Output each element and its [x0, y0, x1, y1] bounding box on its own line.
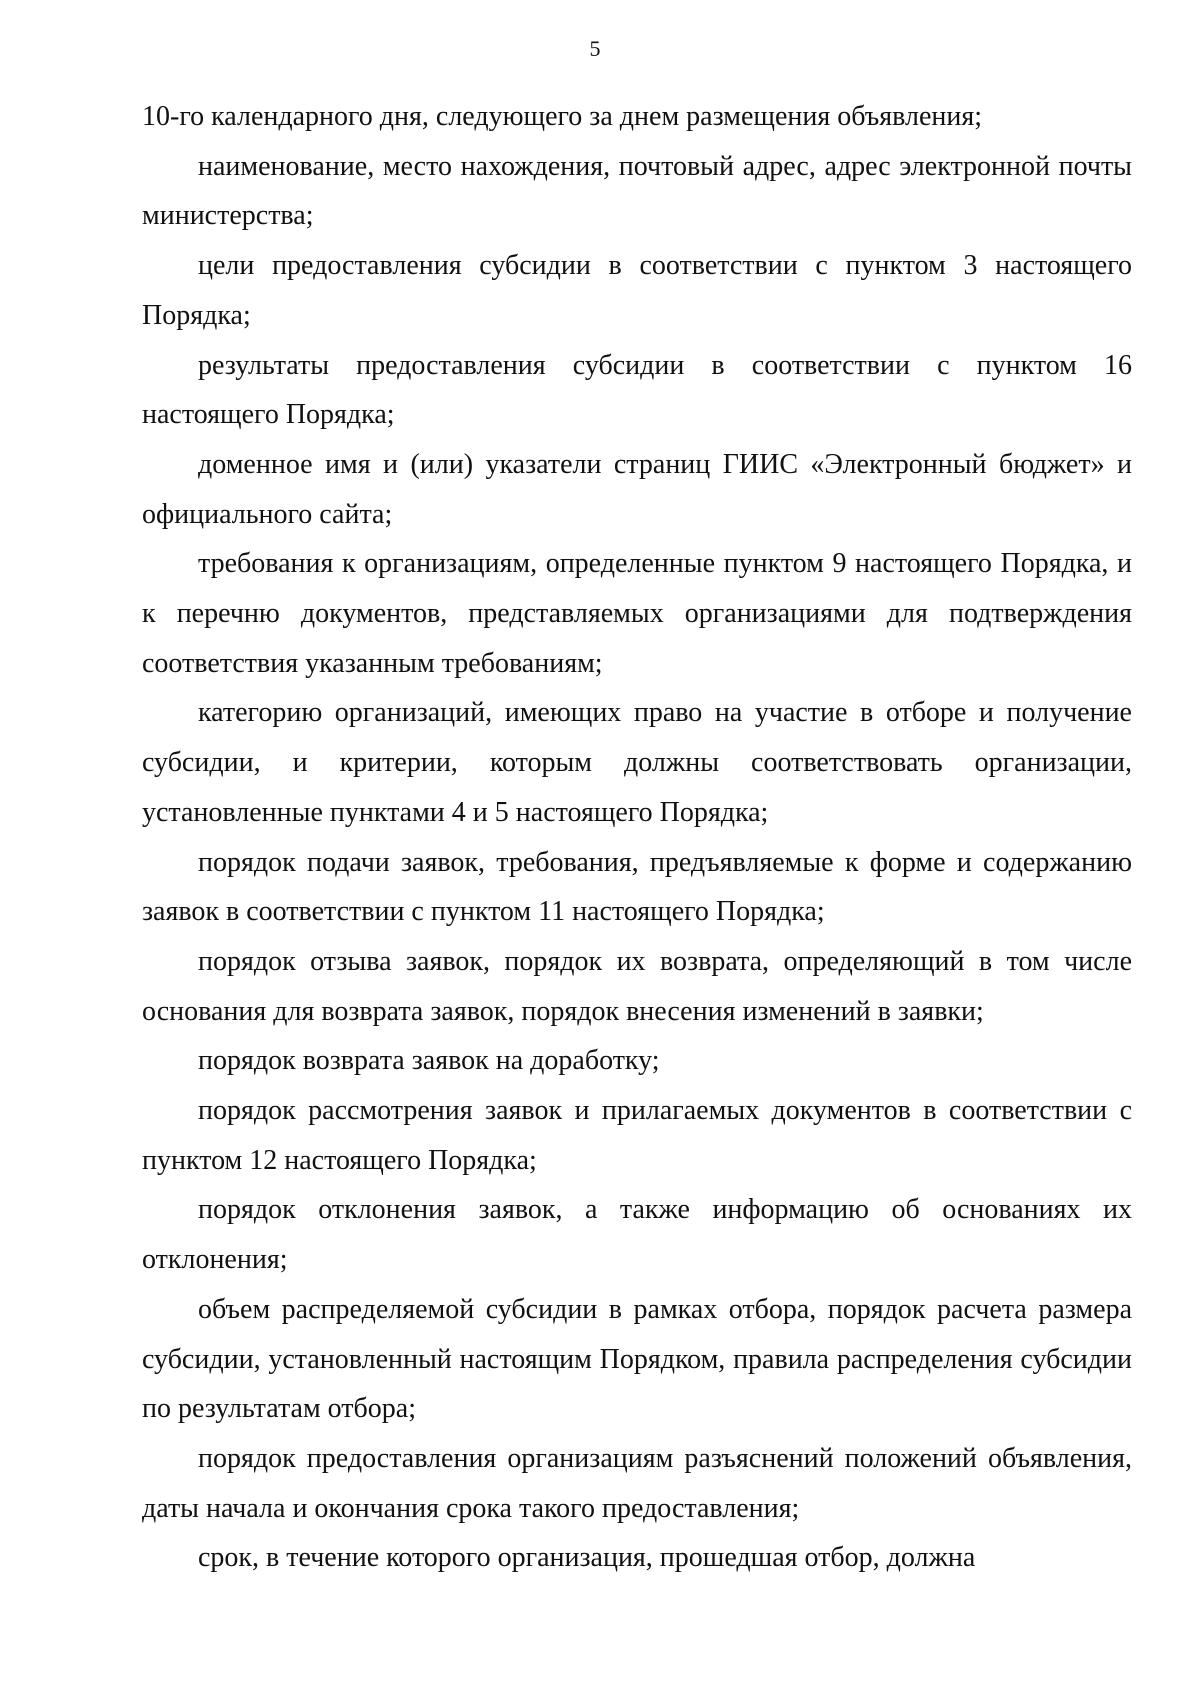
paragraph-application-submission: порядок подачи заявок, требования, предъявляемые к форме и содержанию заявок в соответствии с пунктом 11 настоящего Порядка;: [142, 846, 1132, 928]
paragraph-application-rejection: порядок отклонения заявок, а также информацию об основаниях их отклонения;: [142, 1194, 1132, 1276]
paragraph-subsidy-results: результаты предоставления субсидии в соответствии с пунктом 16 настоящего Порядка;: [142, 349, 1132, 431]
page-number: 5: [589, 36, 601, 61]
document-body: [142, 92, 1132, 1583]
paragraph-application-withdrawal: порядок отзыва заявок, порядок их возврата, определяющий в том числе основания для возврата заявок, порядок внесения изменений в заявки;: [142, 945, 1132, 1027]
paragraph-application-rework: порядок возврата заявок на доработку;: [198, 1045, 660, 1077]
paragraph-continuation: 10-го календарного дня, следующего за днем размещения объявления;: [142, 101, 983, 132]
paragraph-requirements: требования к организациям, определенные пунктом 9 настоящего Порядка, и к перечню документов, представляемых организациями для подтверждения соответствия указанным требованиям;: [142, 548, 1132, 679]
paragraph-deadline: срок, в течение которого организация, прошедшая отбор, должна: [198, 1542, 976, 1574]
paragraph-domain-name: доменное имя и (или) указатели страниц ГИИС «Электронный бюджет» и официального сайта;: [142, 448, 1132, 530]
paragraph-subsidy-volume: объем распределяемой субсидии в рамках отбора, порядок расчета размера субсидии, установленный настоящим Порядком, правила распределения субсидии по результатам отбора;: [142, 1293, 1132, 1425]
paragraph-application-review: порядок рассмотрения заявок и прилагаемых документов в соответствии с пунктом 12 настоящего Порядка;: [142, 1095, 1132, 1176]
paragraph-category: категорию организаций, имеющих право на участие в отборе и получение субсидии, и критерии, которым должны соответствовать организации, установленные пунктами 4 и 5 настоящего Порядка;: [142, 697, 1132, 828]
paragraph-subsidy-goals: цели предоставления субсидии в соответствии с пунктом 3 настоящего Порядка;: [142, 250, 1132, 331]
paragraph-clarifications: порядок предоставления организациям разъяснений положений объявления, даты начала и окончания срока такого предоставления;: [142, 1442, 1132, 1524]
paragraph-ministry-contacts: наименование, место нахождения, почтовый адрес, адрес электронной почты министерства;: [142, 150, 1132, 232]
